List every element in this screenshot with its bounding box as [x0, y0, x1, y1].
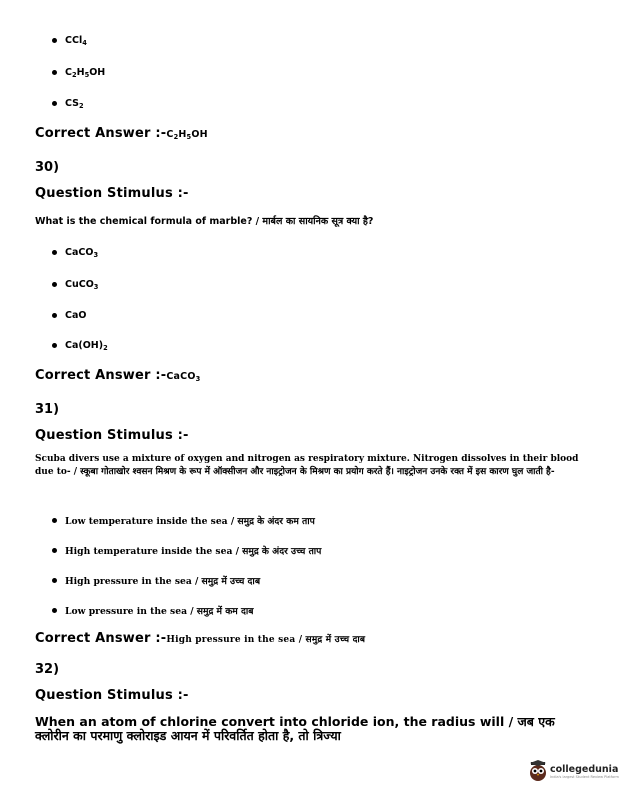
- q31-correct-answer: Correct Answer :-High pressure in the sea / समुद्र में उच्च दाब: [35, 631, 366, 646]
- q30-stimulus: What is the chemical formula of marble? / मार्बल का सायनिक सूत्र क्या है?: [35, 216, 374, 227]
- brand-tagline: India's largest Student Review Platform: [550, 774, 619, 779]
- question-number: 30): [35, 160, 60, 175]
- q30-option-1: CaCO$_3$: [65, 247, 99, 259]
- q29-option-ethanol: $C_2H_5OH$: [65, 67, 106, 79]
- bullet: [52, 313, 57, 318]
- bullet: [52, 608, 57, 613]
- question-stimulus-label: Question Stimulus :-: [35, 688, 189, 703]
- question-number: 32): [35, 662, 60, 677]
- q31-option-1: Low temperature inside the sea / समुद्र के अंदर कम ताप: [65, 516, 315, 527]
- q31-option-4: Low pressure in the sea / समुद्र में कम दाब: [65, 606, 254, 617]
- question-stimulus-label: Question Stimulus :-: [35, 186, 189, 201]
- bullet: [52, 101, 57, 106]
- q29-option-ccl4: CCl$_4$: [65, 35, 87, 47]
- brand-name: collegedunia: [550, 763, 619, 775]
- bullet: [52, 250, 57, 255]
- q29-correct-answer: Correct Answer $:-C_2H_5OH$: [35, 126, 208, 141]
- q31-stimulus: Scuba divers use a mixture of oxygen and nitrogen as respiratory mixture. Nitrogen dissolves in their blood due to- / स्कूबा गोताखोर श्वसन मिश्रण के रूप में ऑक्सीजन और नाइट्रोजन के मिश्रण का प्रयोग करते हैं। नाइट्रोजन उनके रक्त में इस कारण घुल जाती है-: [35, 454, 579, 477]
- bullet: [52, 518, 57, 523]
- q30-option-2: CuCO$_3$: [65, 279, 99, 291]
- bullet: [52, 343, 57, 348]
- q31-option-3: High pressure in the sea / समुद्र में उच्च दाब: [65, 576, 261, 587]
- q30-correct-answer: Correct Answer :-CaCO$_3$: [35, 368, 201, 383]
- question-stimulus-label: Question Stimulus :-: [35, 428, 189, 443]
- q29-option-cs2: $CS_2$: [65, 98, 84, 110]
- bullet: [52, 38, 57, 43]
- bullet: [52, 578, 57, 583]
- bullet: [52, 548, 57, 553]
- q32-stimulus: When an atom of chlorine convert into chloride ion, the radius will / जब एक क्लोरीन का परमाणु क्लोराइड आयन में परिवर्तित होता है, तो त्रिज्या: [35, 714, 555, 743]
- question-number: 31): [35, 402, 60, 417]
- bullet: [52, 70, 57, 75]
- collegedunia-logo: [528, 758, 619, 784]
- owl-mascot-icon: [528, 760, 548, 782]
- q30-option-3: CaO: [65, 310, 87, 321]
- q31-option-2: High temperature inside the sea / समुद्र के अंदर उच्च ताप: [65, 546, 322, 557]
- bullet: [52, 282, 57, 287]
- q30-option-4: $Ca(OH)_2$: [65, 340, 108, 352]
